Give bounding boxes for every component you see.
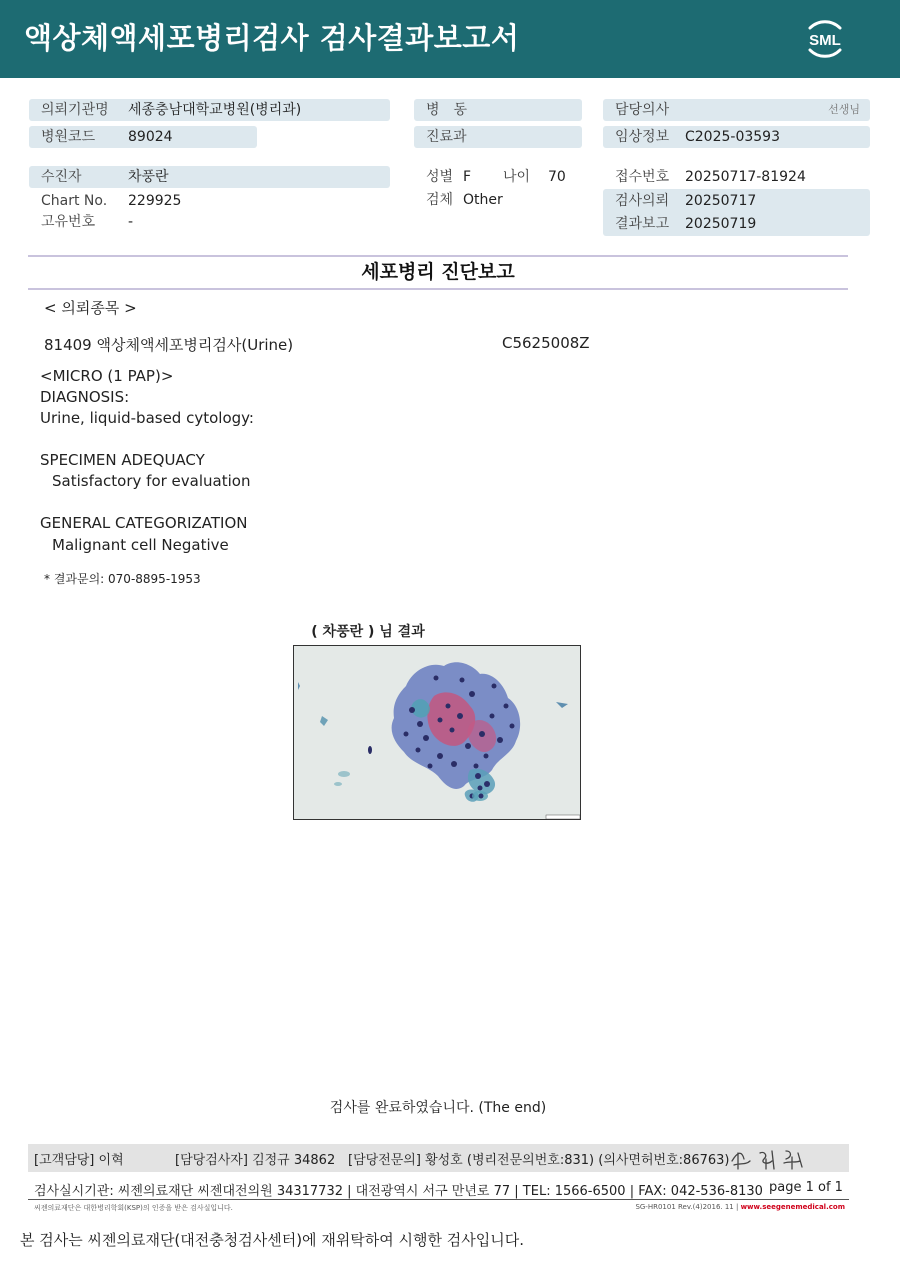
specimen-label: 검체 xyxy=(426,192,454,208)
chart-no-value: 229925 xyxy=(128,193,182,209)
doctor-suffix: 선생님 xyxy=(828,103,860,116)
order-heading: < 의뢰종목 > xyxy=(44,299,137,317)
request-date-field xyxy=(603,190,870,212)
receipt-field xyxy=(603,166,870,188)
report-date-field xyxy=(603,213,870,235)
department-field xyxy=(414,126,582,148)
pathologist: [담당전문의] 황성호 (병리전문의번호:831) (의사면허번호:86763) xyxy=(348,1153,730,1168)
institution-value: 세종충남대학교병원(병리과) xyxy=(128,102,302,118)
staff-band xyxy=(28,1144,849,1172)
clinical-info-field xyxy=(603,126,870,148)
hospital-code-field xyxy=(29,126,257,148)
report-header xyxy=(0,0,900,78)
ward-field xyxy=(414,99,582,121)
micro-label: <MICRO (1 PAP)> xyxy=(40,367,174,385)
sex-value: F xyxy=(463,169,472,185)
clinical-info-label: 임상정보 xyxy=(615,129,670,145)
result-inquiry: * 결과문의: 070-8895-1953 xyxy=(44,572,201,586)
unique-id-value: - xyxy=(128,214,134,230)
sex-age-field xyxy=(414,166,584,188)
outsourcing-note: 본 검사는 씨젠의료재단(대전충청검사센터)에 재위탁하여 시행한 검사입니다. xyxy=(20,1231,524,1249)
age-label: 나이 xyxy=(503,169,531,185)
image-caption: ( 차풍란 ) 님 결과 xyxy=(311,624,425,640)
test-item: 81409 액상체액세포병리검사(Urine) xyxy=(44,336,294,354)
technician: [담당검사자] 김정규 34862 xyxy=(175,1153,336,1168)
ward-label: 병 동 xyxy=(426,102,468,118)
report-date-label: 결과보고 xyxy=(615,216,670,232)
footer-rule xyxy=(28,1199,849,1200)
adequacy-value: Satisfactory for evaluation xyxy=(52,472,251,490)
unique-id-label: 고유번호 xyxy=(41,214,96,230)
logo-text: SML xyxy=(809,32,841,49)
age-value: 70 xyxy=(548,169,566,185)
customer-rep: [고객담당] 이혁 xyxy=(34,1153,124,1168)
diagnosis-label: DIAGNOSIS: xyxy=(40,388,130,406)
form-code: SG-HR0101 Rev.(4)2016. 11 | xyxy=(635,1203,739,1211)
section-rule-bottom xyxy=(28,288,848,290)
chart-no-field xyxy=(29,190,390,212)
patient-field xyxy=(29,166,390,188)
page-number: page 1 of 1 xyxy=(769,1180,843,1195)
department-label: 진료과 xyxy=(426,129,467,145)
form-info xyxy=(635,1203,845,1211)
cytology-micrograph xyxy=(293,645,581,820)
receipt-label: 접수번호 xyxy=(615,169,670,185)
signature xyxy=(728,1143,818,1173)
specimen-value: Other xyxy=(463,192,503,208)
test-code: C5625008Z xyxy=(502,334,590,352)
website-link[interactable]: www.seegenemedical.com xyxy=(740,1203,845,1211)
categorization-label: GENERAL CATEGORIZATION xyxy=(40,514,248,532)
report-title: 액상체액세포병리검사 검사결과보고서 xyxy=(24,21,520,55)
institution-label: 의뢰기관명 xyxy=(41,102,109,118)
hospital-code-label: 병원코드 xyxy=(41,129,96,145)
ksp-note: 씨젠의료재단은 대한병리학회(KSP)의 인증을 받은 검사실입니다. xyxy=(34,1204,233,1212)
institution-field xyxy=(29,99,390,121)
sex-label: 성별 xyxy=(426,169,454,185)
adequacy-label: SPECIMEN ADEQUACY xyxy=(40,451,205,469)
hospital-code-value: 89024 xyxy=(128,129,173,145)
doctor-label: 담당의사 xyxy=(615,102,670,118)
request-date-value: 20250717 xyxy=(685,193,757,209)
patient-label: 수진자 xyxy=(41,169,82,185)
report-date-value: 20250719 xyxy=(685,216,757,232)
unique-id-field xyxy=(29,211,390,233)
patient-value: 차풍란 xyxy=(128,169,169,185)
chart-no-label: Chart No. xyxy=(41,193,108,209)
receipt-value: 20250717-81924 xyxy=(685,169,806,185)
section-title: 세포병리 진단보고 xyxy=(361,261,515,283)
clinical-info-value: C2025-03593 xyxy=(685,129,780,145)
doctor-field xyxy=(603,99,870,121)
specimen-field xyxy=(414,189,584,211)
testing-agency: 검사실시기관: 씨젠의료재단 씨젠대전의원 34317732 | 대전광역시 서구 만년로 77 | TEL: 1566-6500 | FAX: 042-536-8130 xyxy=(34,1184,763,1199)
sml-logo xyxy=(800,14,850,64)
request-date-label: 검사의뢰 xyxy=(615,193,670,209)
diagnosis-value: Urine, liquid-based cytology: xyxy=(40,409,254,427)
end-note: 검사를 완료하였습니다. (The end) xyxy=(329,1100,547,1116)
categorization-value: Malignant cell Negative xyxy=(52,536,229,554)
